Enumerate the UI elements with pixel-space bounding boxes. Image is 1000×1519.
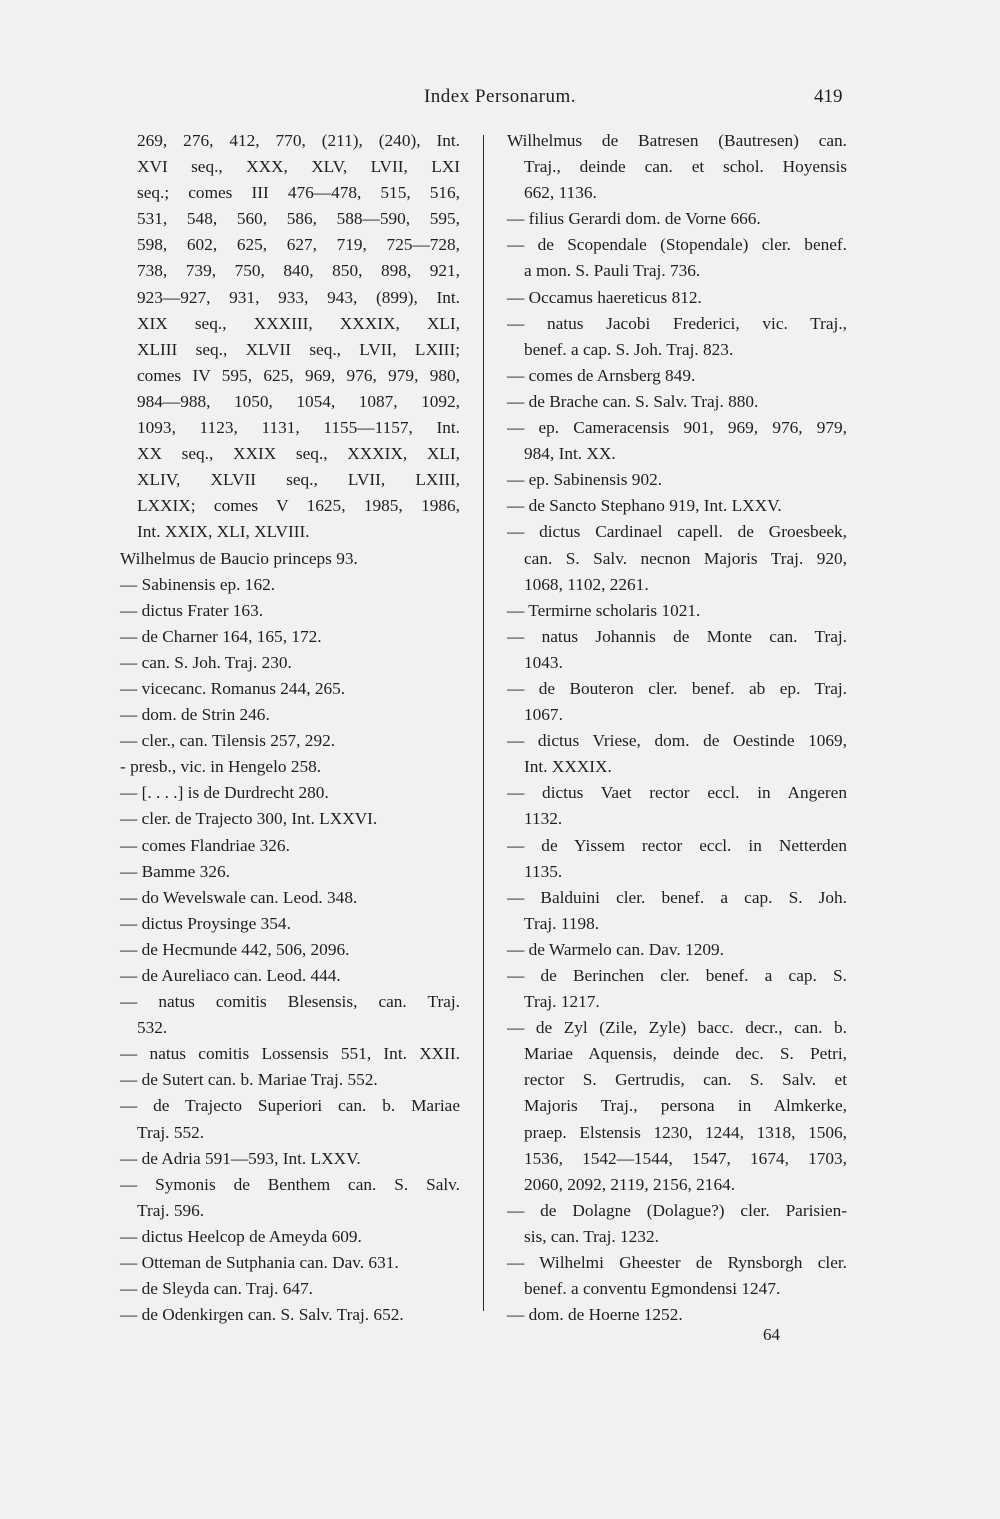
index-line: 984—988, 1050, 1054, 1087, 1092, bbox=[137, 391, 460, 411]
index-line: 1068, 1102, 2261. bbox=[524, 574, 649, 594]
index-line: — Otteman de Sutphania can. Dav. 631. bbox=[120, 1253, 399, 1273]
index-line: XLIII seq., XLVII seq., LVII, LXIII; bbox=[137, 339, 460, 359]
index-line: — can. S. Joh. Traj. 230. bbox=[120, 652, 292, 672]
index-line: 662, 1136. bbox=[524, 183, 597, 203]
index-line: Int. XXXIX. bbox=[524, 757, 612, 777]
page-number: 419 bbox=[814, 86, 843, 107]
index-line: — de Warmelo can. Dav. 1209. bbox=[507, 939, 724, 959]
index-line: 923—927, 931, 933, 943, (899), Int. bbox=[137, 287, 460, 307]
index-line: — dictus Heelcop de Ameyda 609. bbox=[120, 1226, 362, 1246]
index-line: — de Charner 164, 165, 172. bbox=[120, 626, 322, 646]
index-line: Traj., deinde can. et schol. Hoyensis bbox=[524, 157, 847, 177]
index-line: — de Trajecto Superiori can. b. Mariae bbox=[120, 1096, 460, 1116]
index-line: — [. . . .] is de Durdrecht 280. bbox=[120, 783, 329, 803]
index-line: 598, 602, 625, 627, 719, 725—728, bbox=[137, 235, 460, 255]
index-line: rector S. Gertrudis, can. S. Salv. et bbox=[524, 1070, 847, 1090]
index-line: — de Dolagne (Dolague?) cler. Parisien- bbox=[507, 1200, 847, 1220]
index-line: — de Sutert can. b. Mariae Traj. 552. bbox=[120, 1070, 378, 1090]
index-line: — filius Gerardi dom. de Vorne 666. bbox=[507, 209, 761, 229]
index-line: — dictus Vaet rector eccl. in Angeren bbox=[507, 783, 847, 803]
index-line: — cler., can. Tilensis 257, 292. bbox=[120, 731, 336, 751]
index-line: — Balduini cler. benef. a cap. S. Joh. bbox=[507, 887, 847, 907]
index-line: benef. a conventu Egmondensi 1247. bbox=[524, 1279, 781, 1299]
index-line: — comes Flandriae 326. bbox=[120, 835, 290, 855]
index-line: Traj. 552. bbox=[137, 1122, 205, 1142]
index-line: Majoris Traj., persona in Almkerke, bbox=[524, 1096, 847, 1116]
index-line: — ep. Cameracensis 901, 969, 976, 979, bbox=[507, 418, 847, 438]
index-line: — de Adria 591—593, Int. LXXV. bbox=[120, 1148, 361, 1168]
index-line: — Termirne scholaris 1021. bbox=[507, 600, 701, 620]
index-line: XIX seq., XXXIII, XXXIX, XLI, bbox=[137, 313, 460, 333]
index-line: — do Wevelswale can. Leod. 348. bbox=[120, 887, 358, 907]
index-line: — Bamme 326. bbox=[120, 861, 230, 881]
index-line: 1135. bbox=[524, 861, 563, 881]
index-line: Wilhelmus de Batresen (Bautresen) can. bbox=[507, 131, 847, 150]
index-line: — natus Jacobi Frederici, vic. Traj., bbox=[507, 313, 847, 333]
index-line: 269, 276, 412, 770, (211), (240), Int. bbox=[137, 131, 460, 150]
index-line: Traj. 1217. bbox=[524, 992, 600, 1012]
index-line: 1043. bbox=[524, 652, 563, 672]
index-line: — Sabinensis ep. 162. bbox=[120, 574, 276, 594]
index-line: can. S. Salv. necnon Majoris Traj. 920, bbox=[524, 548, 847, 568]
index-line: — natus Johannis de Monte can. Traj. bbox=[507, 626, 847, 646]
left-index-column bbox=[120, 128, 460, 1328]
right-index-column bbox=[507, 128, 847, 1328]
index-line: 1067. bbox=[524, 705, 563, 725]
index-line: — de Zyl (Zile, Zyle) bacc. decr., can. b. bbox=[507, 1018, 847, 1038]
index-line: 532. bbox=[137, 1018, 168, 1038]
index-line: — de Aureliaco can. Leod. 444. bbox=[120, 966, 341, 985]
index-line: — natus comitis Lossensis 551, Int. XXII. bbox=[120, 1044, 460, 1064]
index-line: — natus comitis Blesensis, can. Traj. bbox=[120, 992, 460, 1012]
index-line: benef. a cap. S. Joh. Traj. 823. bbox=[524, 339, 734, 359]
index-line: Traj. 596. bbox=[137, 1200, 205, 1220]
index-line: — de Brache can. S. Salv. Traj. 880. bbox=[507, 391, 759, 411]
index-line: — de Sancto Stephano 919, Int. LXXV. bbox=[507, 496, 782, 516]
index-line: — dictus Cardinael capell. de Groesbeek, bbox=[507, 522, 847, 542]
index-line: seq.; comes III 476—478, 515, 516, bbox=[137, 183, 460, 203]
index-line: — de Hecmunde 442, 506, 2096. bbox=[120, 939, 350, 959]
index-line: — dictus Frater 163. bbox=[120, 600, 264, 620]
index-line: 1093, 1123, 1131, 1155—1157, Int. bbox=[137, 418, 460, 438]
index-line: — ep. Sabinensis 902. bbox=[507, 470, 663, 490]
index-line: - presb., vic. in Hengelo 258. bbox=[120, 757, 322, 777]
index-line: 531, 548, 560, 586, 588—590, 595, bbox=[137, 209, 460, 229]
index-line: a mon. S. Pauli Traj. 736. bbox=[524, 261, 701, 281]
index-line: — de Sleyda can. Traj. 647. bbox=[120, 1279, 313, 1299]
index-line: 1536, 1542—1544, 1547, 1674, 1703, bbox=[524, 1148, 847, 1168]
index-line: — comes de Arnsberg 849. bbox=[507, 365, 696, 385]
index-line: XLIV, XLVII seq., LVII, LXIII, bbox=[137, 470, 460, 490]
index-line: — de Bouteron cler. benef. ab ep. Traj. bbox=[507, 678, 847, 698]
index-line: — dom. de Strin 246. bbox=[120, 705, 270, 725]
running-head-title: Index Personarum. bbox=[423, 86, 577, 107]
index-line: XVI seq., XXX, XLV, LVII, LXI bbox=[137, 157, 460, 177]
index-line: — de Odenkirgen can. S. Salv. Traj. 652. bbox=[120, 1305, 404, 1325]
index-line: 1132. bbox=[524, 809, 563, 829]
index-line: — dictus Proysinge 354. bbox=[120, 913, 291, 933]
index-line: XX seq., XXIX seq., XXXIX, XLI, bbox=[137, 444, 460, 464]
index-line: — vicecanc. Romanus 244, 265. bbox=[120, 678, 346, 698]
index-line: comes IV 595, 625, 969, 976, 979, 980, bbox=[137, 365, 460, 385]
index-line: — de Yissem rector eccl. in Netterden bbox=[507, 835, 847, 855]
index-line: — de Scopendale (Stopendale) cler. benef. bbox=[507, 235, 847, 255]
index-line: — Symonis de Benthem can. S. Salv. bbox=[120, 1174, 460, 1194]
index-line: — de Berinchen cler. benef. a cap. S. bbox=[507, 966, 847, 985]
index-line: — dictus Vriese, dom. de Oestinde 1069, bbox=[507, 731, 847, 751]
index-line: Traj. 1198. bbox=[524, 913, 600, 933]
index-line: — cler. de Trajecto 300, Int. LXXVI. bbox=[120, 809, 378, 829]
index-line: Int. XXIX, XLI, XLVIII. bbox=[137, 522, 310, 542]
index-line: — Occamus haereticus 812. bbox=[507, 287, 702, 307]
column-divider bbox=[483, 135, 484, 1311]
index-line: praep. Elstensis 1230, 1244, 1318, 1506, bbox=[524, 1122, 847, 1142]
index-line: sis, can. Traj. 1232. bbox=[524, 1226, 659, 1246]
index-line: — dom. de Hoerne 1252. bbox=[507, 1305, 683, 1325]
index-line: 2060, 2092, 2119, 2156, 2164. bbox=[524, 1174, 736, 1194]
index-line: LXXIX; comes V 1625, 1985, 1986, bbox=[137, 496, 460, 516]
index-line: Mariae Aquensis, deinde dec. S. Petri, bbox=[524, 1044, 847, 1064]
index-line: 738, 739, 750, 840, 850, 898, 921, bbox=[137, 261, 460, 281]
index-line: — Wilhelmi Gheester de Rynsborgh cler. bbox=[507, 1253, 847, 1273]
index-line: 984, Int. XX. bbox=[524, 444, 616, 464]
index-line: Wilhelmus de Baucio princeps 93. bbox=[120, 548, 358, 568]
signature-mark: 64 bbox=[763, 1325, 780, 1344]
